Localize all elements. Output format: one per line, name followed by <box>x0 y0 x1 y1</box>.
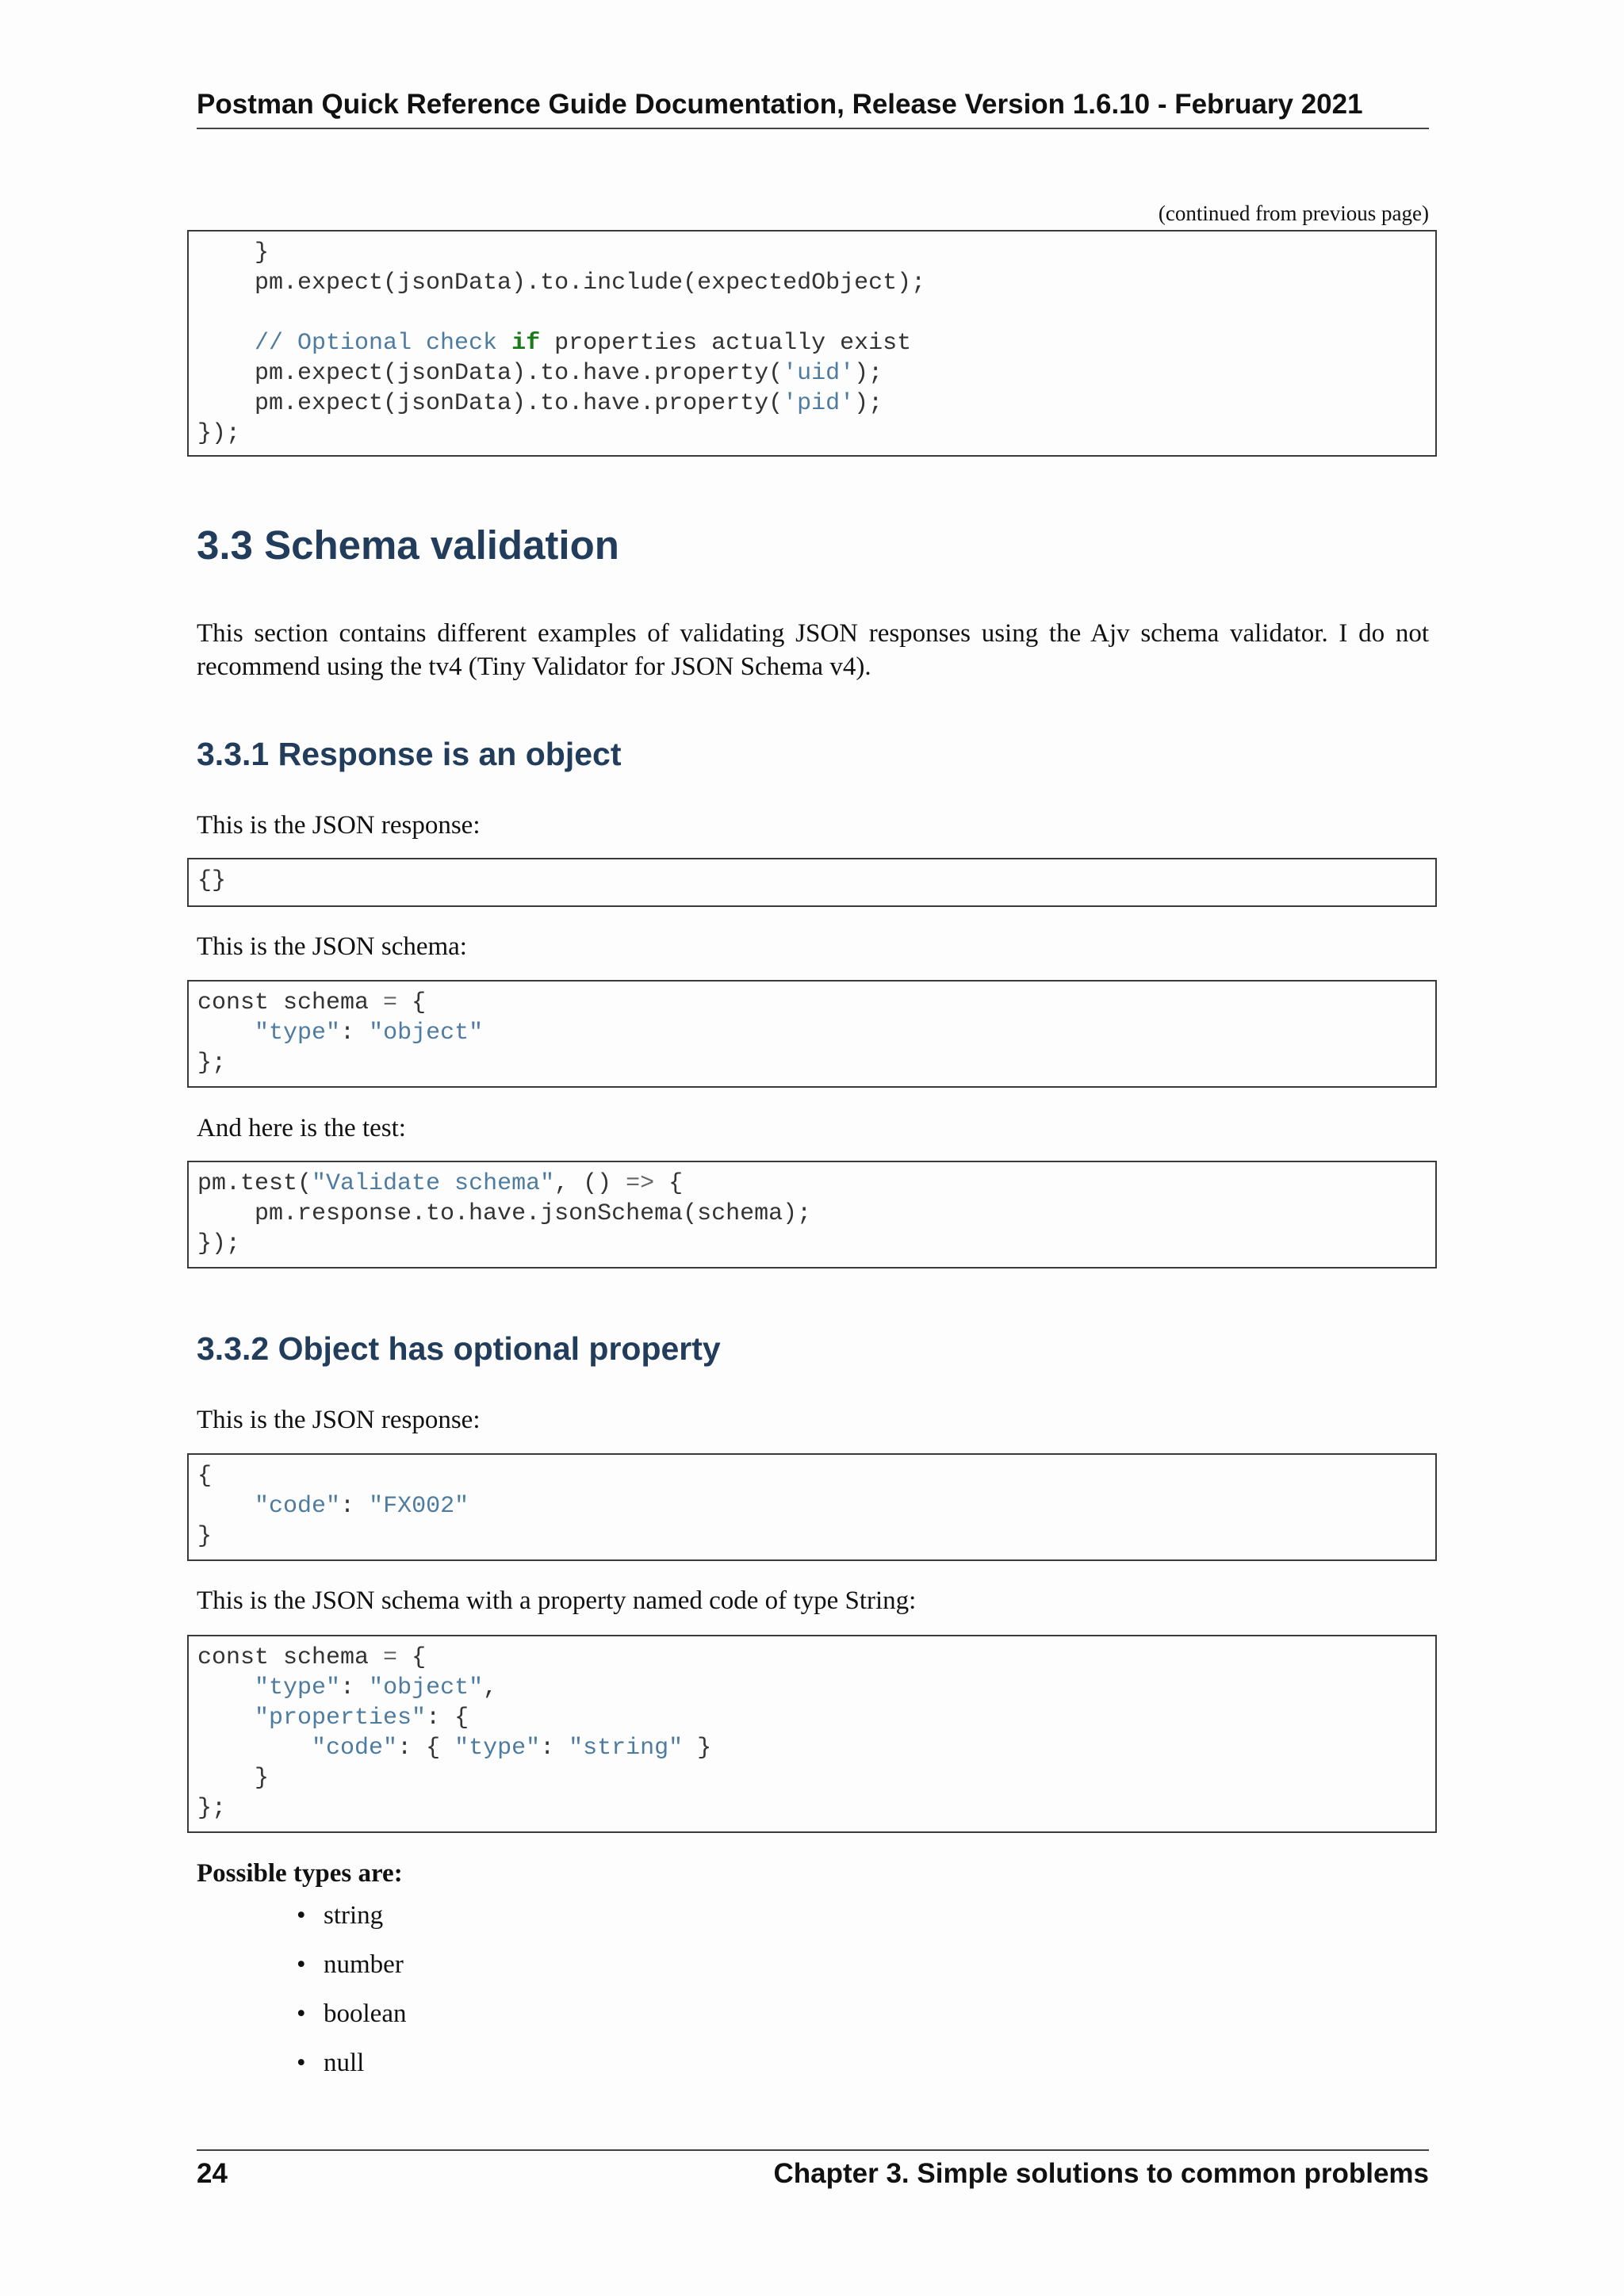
paragraph: This is the JSON schema: <box>197 932 467 961</box>
list-item: • number <box>293 1948 406 1997</box>
code-block-response: {} <box>187 858 1437 907</box>
section-intro: This section contains different examples of validating JSON responses using the Ajv schema validator. I do not recommend using the tv4 (Tiny Validator for JSON Schema v4). <box>197 619 1429 681</box>
paragraph: This is the JSON response: <box>197 811 481 840</box>
list-item: • string <box>293 1899 406 1948</box>
continued-note: (continued from previous page) <box>1158 201 1429 225</box>
list-item: • boolean <box>293 1997 406 2046</box>
footer-rule <box>197 2149 1429 2151</box>
code-block-test: pm.test("Validate schema", () => { pm.response.to.have.jsonSchema(schema); }); <box>187 1161 1437 1269</box>
paragraph: This is the JSON response: <box>197 1406 481 1434</box>
types-list <box>293 1899 406 2095</box>
code-block-schema-properties: const schema = { "type": "object", "properties": { "code": { "type": "string" } } }; <box>187 1635 1437 1833</box>
code-block-schema: const schema = { "type": "object" }; <box>187 980 1437 1088</box>
paragraph: And here is the test: <box>197 1114 406 1142</box>
page-number: 24 <box>197 2158 228 2189</box>
code-block-continued: } pm.expect(jsonData).to.include(expectedObject); // Optional check if properties actually exist pm.expect(jsonData).to.have.property('uid'); pm.expect(jsonData).to.have.property('pid'); }); <box>187 230 1437 457</box>
header-rule <box>197 128 1429 129</box>
subsection-title-response-object: 3.3.1 Response is an object <box>197 736 622 772</box>
paragraph: This is the JSON schema with a property named code of type String: <box>197 1586 917 1615</box>
code-block-response-code: { "code": "FX002" } <box>187 1453 1437 1561</box>
list-item: • null <box>293 2046 406 2095</box>
subsection-title-optional-property: 3.3.2 Object has optional property <box>197 1330 721 1367</box>
chapter-title: Chapter 3. Simple solutions to common problems <box>773 2158 1429 2189</box>
section-title-schema-validation: 3.3 Schema validation <box>197 522 619 568</box>
possible-types-label: Possible types are: <box>197 1859 403 1888</box>
running-header: Postman Quick Reference Guide Documentation, Release Version 1.6.10 - February 2021 <box>197 89 1363 120</box>
